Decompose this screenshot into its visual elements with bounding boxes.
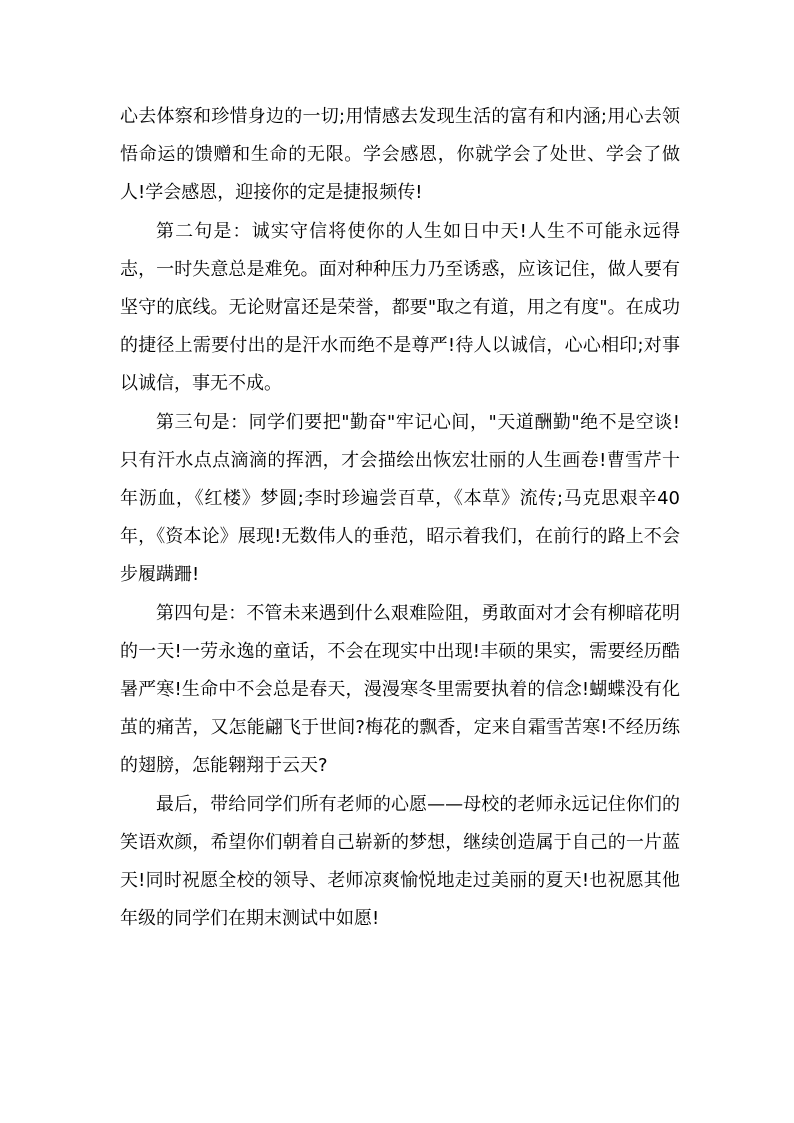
- paragraph-second-sentence: 第二句是：诚实守信将使你的人生如日中天!人生不可能永远得志，一时失意总是难免。面对种种压力乃至诱惑，应该记住，做人要有坚守的底线。无论财富还是荣誉，都要"取之有道，用之有度"。在成功的捷径上需要付出的是汗水而绝不是尊严!待人以诚信，心心相印;对事以诚信，事无不成。: [120, 220, 680, 395]
- paragraph-continuation: 心去体察和珍惜身边的一切;用情感去发现生活的富有和内涵;用心去领悟命运的馈赠和生命的无限。学会感恩，你就学会了处世、学会了做人!学会感恩，迎接你的定是捷报频传!: [120, 106, 680, 204]
- paragraph-fourth-sentence: 第四句是：不管未来遇到什么艰难险阻，勇敢面对才会有柳暗花明的一天!一劳永逸的童话，不会在现实中出现!丰硕的果实，需要经历酷暑严寒!生命中不会总是春天，漫漫寒冬里需要执着的信念!蝴蝶没有化茧的痛苦，又怎能翩飞于世间?梅花的飘香，定来自霜雪苦寒!不经历练的翅膀，怎能翱翔于云天?: [120, 602, 680, 777]
- paragraph-closing: 最后，带给同学们所有老师的心愿——母校的老师永远记住你们的笑语欢颜，希望你们朝着自己崭新的梦想，继续创造属于自己的一片蓝天!同时祝愿全校的领导、老师凉爽愉悦地走过美丽的夏天!也祝愿其他年级的同学们在期末测试中如愿!: [120, 793, 680, 930]
- paragraph-third-sentence: 第三句是：同学们要把"勤奋"牢记心间，"天道酬勤"绝不是空谈!只有汗水点点滴滴的挥洒，才会描绘出恢宏壮丽的人生画卷!曹雪芹十年沥血，《红楼》梦圆;李时珍遍尝百草，《本草》流传;马克思艰辛40年，《资本论》展现!无数伟人的垂范，昭示着我们，在前行的路上不会步履蹒跚!: [120, 411, 680, 586]
- document-body: [120, 98, 680, 938]
